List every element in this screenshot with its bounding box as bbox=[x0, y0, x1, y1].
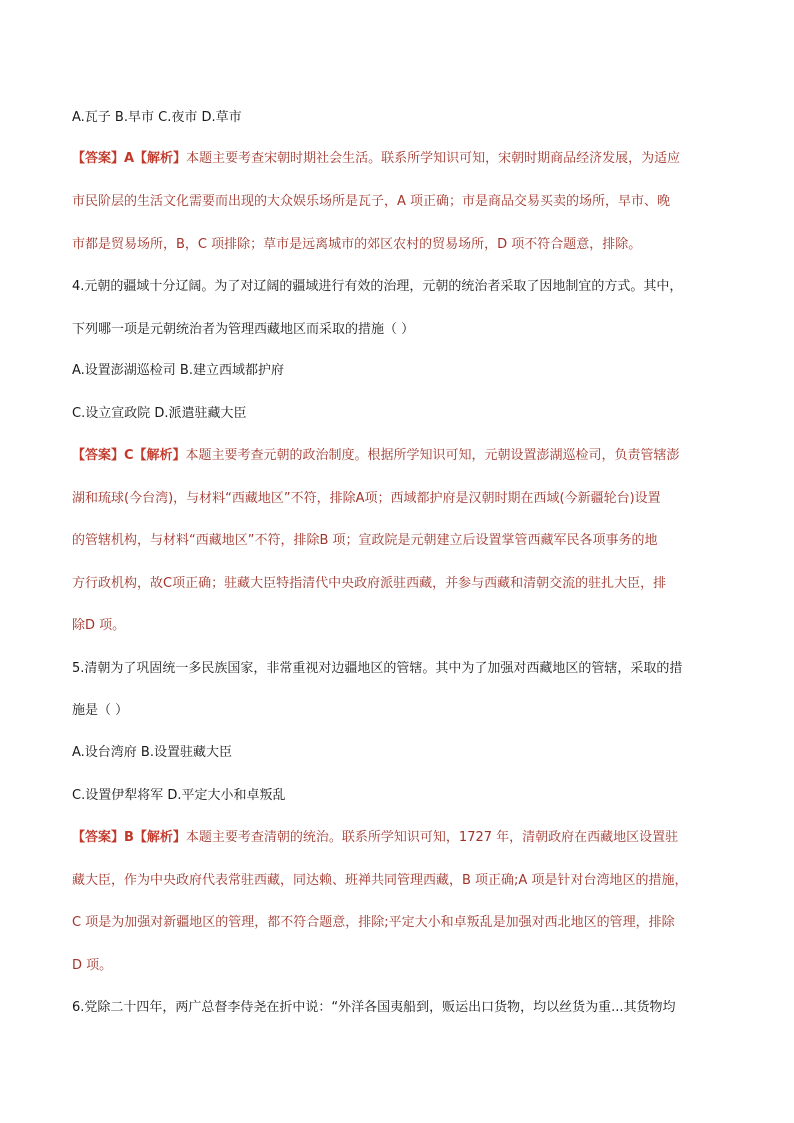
question-3-answer-line-2: 市民阶层的生活文化需要而出现的大众娱乐场所是瓦子，A 项正确；市是商品交易买卖的场所，早市、晚 bbox=[72, 194, 671, 209]
answer-tag: 【答案】C【解析】 bbox=[72, 448, 186, 463]
question-4-answer-line-3: 的管辖机构，与材料“西藏地区”不符，排除B 项；宣政院是元朝建立后设置掌管西藏军民各项事务的地 bbox=[72, 533, 658, 548]
question-4-answer-line-1 bbox=[72, 447, 732, 465]
question-5-answer-line-2: 藏大臣，作为中央政府代表常驻西藏，同达赖、班禅共同管理西藏，B 项正确;A 项是针对台湾地区的措施， bbox=[72, 873, 688, 888]
answer-text: 本题主要考查清朝的统治。联系所学知识可知，1727 年，清朝政府在西藏地区设置驻 bbox=[185, 830, 679, 845]
question-6-stem-line-1: 6.党除二十四年，两广总督李侍尧在折中说：“外洋各国夷船到，贩运出口货物，均以丝货为重...其货物均 bbox=[72, 1000, 676, 1015]
answer-tag: 【答案】B【解析】 bbox=[72, 830, 186, 845]
answer-text: 本题主要考查宋朝时期社会生活。联系所学知识可知，宋朝时期商品经济发展，为适应 bbox=[186, 151, 681, 166]
question-3-answer-line-1 bbox=[72, 150, 732, 168]
question-5-answer-line-4: D 项。 bbox=[72, 958, 113, 973]
question-5-answer-line-3: C 项是为加强对新疆地区的管理，都不符合题意，排除;平定大小和卓叛乱是加强对西北地区的管理，排除 bbox=[72, 915, 675, 930]
question-5-stem-line-1: 5.清朝为了巩固统一多民族国家，非常重视对边疆地区的管辖。其中为了加强对西藏地区的管辖，采取的措 bbox=[72, 661, 683, 676]
question-4-stem-line-2: 下列哪一项是元朝统治者为管理西藏地区而采取的措施（ ） bbox=[72, 322, 415, 337]
question-5-answer-line-1 bbox=[72, 829, 732, 847]
answer-tag: 【答案】A【解析】 bbox=[72, 151, 187, 166]
question-5-options-ab: A.设台湾府 B.设置驻藏大臣 bbox=[72, 745, 232, 760]
question-3-options: A.瓦子 B.早市 C.夜市 D.草市 bbox=[72, 110, 242, 125]
question-4-stem-line-1: 4.元朝的疆域十分辽阔。为了对辽阔的疆域进行有效的治理，元朝的统治者采取了因地制宜的方式。其中， bbox=[72, 279, 683, 294]
question-4-answer-line-2: 湖和琉球(今台湾)，与材料“西藏地区”不符，排除A项；西域都护府是汉朝时期在西域(今新疆轮台)设置 bbox=[72, 491, 661, 506]
question-4-answer-line-5: 除D 项。 bbox=[72, 618, 126, 633]
question-4-answer-line-4: 方行政机构，故C项正确；驻藏大臣特指清代中央政府派驻西藏，并参与西藏和清朝交流的驻扎大臣，排 bbox=[72, 576, 667, 591]
question-5-stem-line-2: 施是（ ） bbox=[72, 703, 129, 718]
question-5-options-cd: C.设置伊犁将军 D.平定大小和卓叛乱 bbox=[72, 788, 286, 803]
question-3-answer-line-3: 市都是贸易场所，B，C 项排除；草市是远离城市的郊区农村的贸易场所，D 项不符合题意，排除。 bbox=[72, 237, 642, 252]
question-4-options-cd: C.设立宣政院 D.派遣驻藏大臣 bbox=[72, 406, 247, 421]
question-4-options-ab: A.设置澎湖巡检司 B.建立西域都护府 bbox=[72, 363, 284, 378]
answer-text: 本题主要考查元朝的政治制度。根据所学知识可知，元朝设置澎湖巡检司，负责管辖澎 bbox=[185, 448, 680, 463]
